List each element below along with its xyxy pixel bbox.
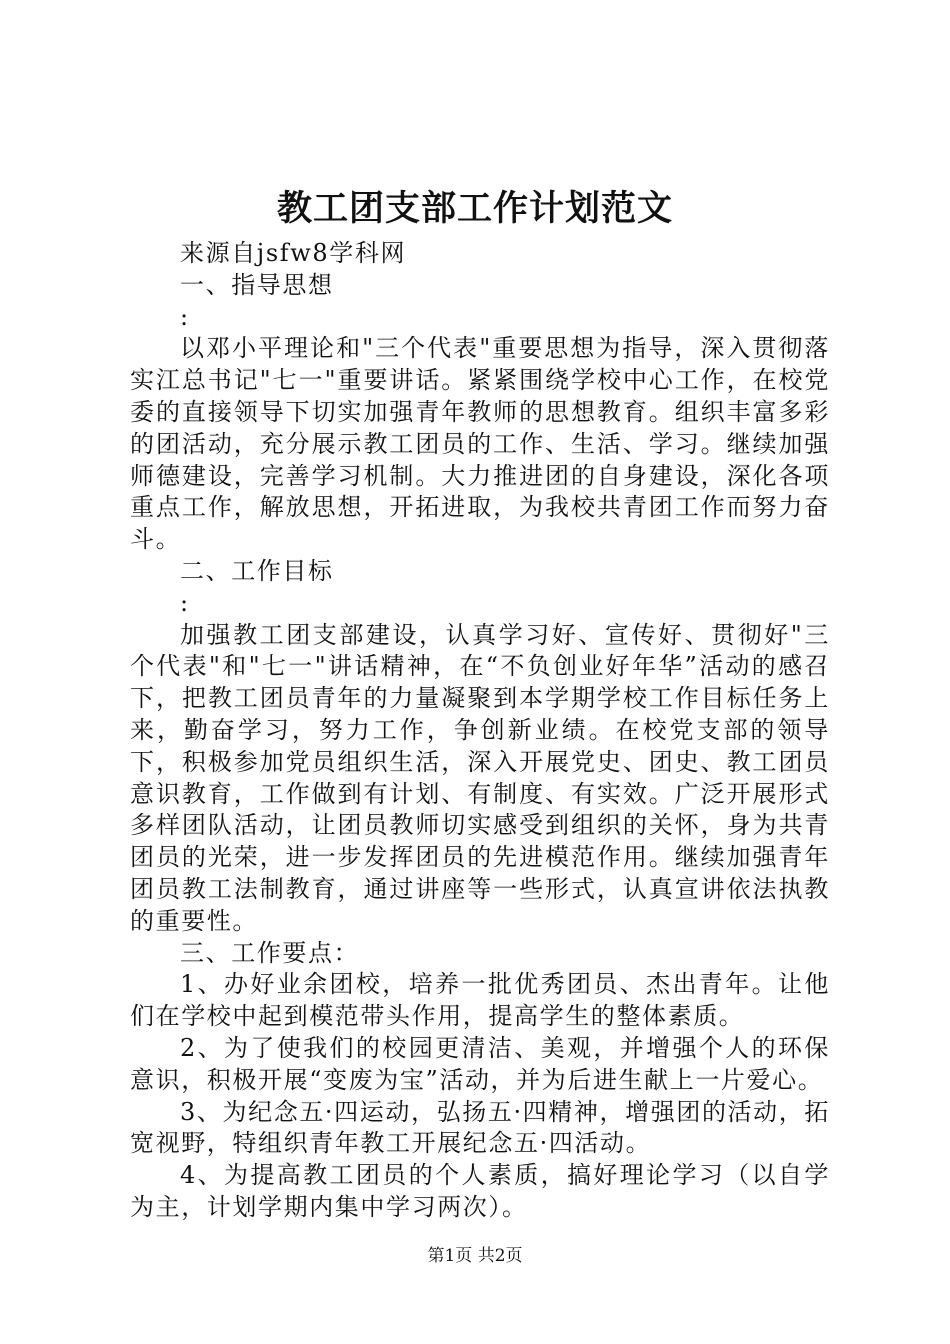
section-heading-work-points: 三、工作要点： [180,938,360,967]
section-heading-work-goals: 二、工作目标 [180,556,334,585]
paragraph-guiding-ideology: 以邓小平理论和"三个代表"重要思想为指导，深入贯彻落实江总书记"七一"重要讲话。紧紧围绕学校中心工作，在校党委的直接领导下切实加强青年教师的思想教育。组织丰富多彩的团活动，充分展示教工团员的工作、生活、学习。继续加强师德建设，完善学习机制。大力推进团的自身建设，深化各项重点工作，解放思想，开拓进取，为我校共青团工作而努力奋斗。 [130,334,830,554]
work-point-2: 2、为了使我们的校园更清洁、美观，并增强个人的环保意识，积极开展“变废为宝”活动，并为后进生献上一片爱心。 [130,1033,830,1094]
section-colon: : [180,588,190,617]
section-heading-guiding-ideology: 一、指导思想 [180,270,334,299]
work-point-1: 1、办好业余团校，培养一批优秀团员、杰出青年。让他们在学校中起到模范带头作用，提高学生的整体素质。 [130,970,830,1031]
work-point-4: 4、为提高教工团员的个人素质，搞好理论学习（以自学为主，计划学期内集中学习两次）。 [130,1161,830,1221]
document-body [130,238,830,1224]
page-footer: 第1页 共2页 [427,1246,523,1266]
section-colon: : [180,302,190,331]
paragraph-work-goals: 加强教工团支部建设，认真学习好、宣传好、贯彻好"三个代表"和"七一"讲话精神，在“不负创业好年华”活动的感召下，把教工团员青年的力量凝聚到本学期学校工作目标任务上来，勤奋学习，努力工作，争创新业绩。在校党支部的领导下，积极参加党员组织生活，深入开展党史、团史、教工团员意识教育，工作做到有计划、有制度、有实效。广泛开展形式多样团队活动，让团员教师切实感受到组织的关怀，身为共青团员的光荣，进一步发挥团员的先进模范作用。继续加强青年团员教工法制教育，通过讲座等一些形式，认真宣讲依法执教的重要性。 [130,620,830,935]
work-point-3: 3、为纪念五·四运动，弘扬五·四精神，增强团的活动，拓宽视野，特组织青年教工开展纪念五·四活动。 [130,1097,830,1158]
document-title: 教工团支部工作计划范文 [276,188,673,229]
source-line: 来源自jsfw8学科网 [180,239,407,267]
